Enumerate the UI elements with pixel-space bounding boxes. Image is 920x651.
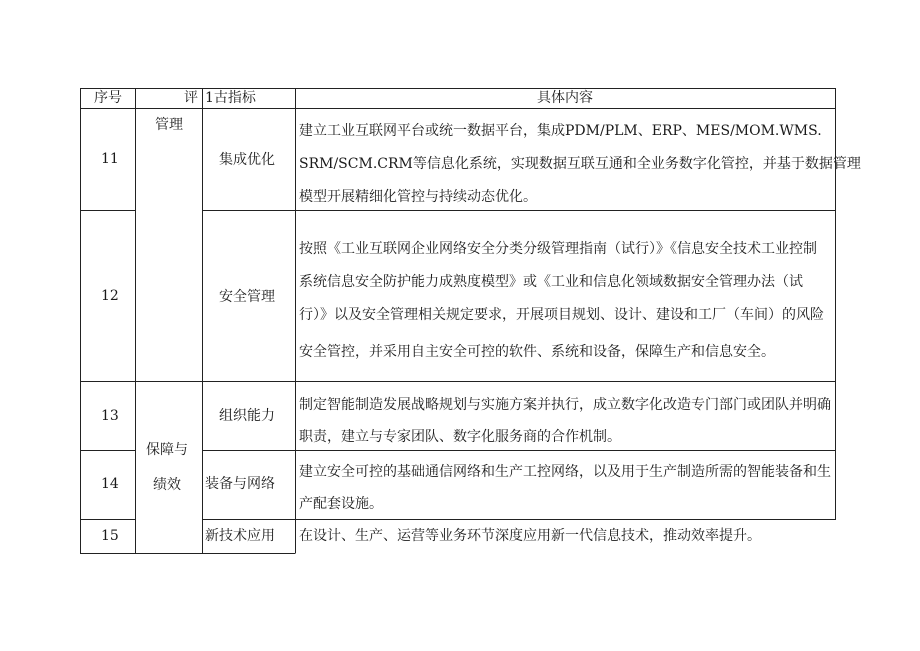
- row-12-content-line-3: 行）》以及安全管理相关规定要求，开展项目规划、设计、建设和工厂（车间）的风险: [299, 307, 824, 323]
- header-seq: 序号: [94, 90, 122, 106]
- row-15-indicator: 新技术应用: [205, 528, 275, 544]
- row-13-indicator: 组织能力: [219, 408, 275, 424]
- row-13-content-line-2: 职责，建立与专家团队、数字化服务商的合作机制。: [299, 429, 621, 445]
- header-content: 具体内容: [537, 90, 593, 106]
- row-14-content-line-2: 产配套设施。: [299, 496, 383, 512]
- group-guarantee-line2: 绩效: [153, 477, 181, 493]
- row-11-content-line-2: SRM/SCM.CRM等信息化系统，实现数据互联互通和全业务数字化管控，并基于数据管理: [299, 156, 861, 172]
- group-guarantee-line1: 保障与: [146, 442, 188, 458]
- row-11-indicator: 集成优化: [219, 152, 275, 168]
- row-12-indicator: 安全管理: [219, 289, 275, 305]
- header-indicator-part-a: 评: [184, 90, 198, 106]
- row-13-seq: 13: [101, 408, 119, 424]
- row-14-seq: 14: [101, 476, 119, 492]
- row-15-content-line-1: 在设计、生产、运营等业务环节深度应用新一代信息技术，推动效率提升。: [299, 528, 761, 544]
- header-indicator-part-b: 1古指标: [205, 90, 256, 106]
- row-11-content-line-3: 模型开展精细化管控与持续动态优化。: [299, 189, 537, 205]
- row-11-seq: 11: [101, 151, 119, 167]
- row-15-seq: 15: [101, 528, 119, 544]
- row-12-content-line-2: 系统信息安全防护能力成熟度模型》或《工业和信息化领域数据安全管理办法（试: [299, 274, 803, 290]
- row-11-content-line-1: 建立工业互联网平台或统一数据平台，集成PDM/PLM、ERP、MES/MOM.WMS.: [299, 123, 822, 139]
- row-14-indicator: 装备与网络: [205, 476, 275, 492]
- row-13-content-line-1: 制定智能制造发展战略规划与实施方案并执行，成立数字化改造专门部门或团队并明确: [299, 397, 831, 413]
- row-14-content-line-1: 建立安全可控的基础通信网络和生产工控网络，以及用于生产制造所需的智能装备和生: [299, 464, 831, 480]
- row-12-content-line-1: 按照《工业互联网企业网络安全分类分级管理指南（试行）》《信息安全技术工业控制: [299, 241, 817, 257]
- row-12-content-line-4: 安全管控，并采用自主安全可控的软件、系统和设备，保障生产和信息安全。: [299, 344, 775, 360]
- row-12-seq: 12: [101, 288, 119, 304]
- group-management: 管理: [155, 117, 183, 133]
